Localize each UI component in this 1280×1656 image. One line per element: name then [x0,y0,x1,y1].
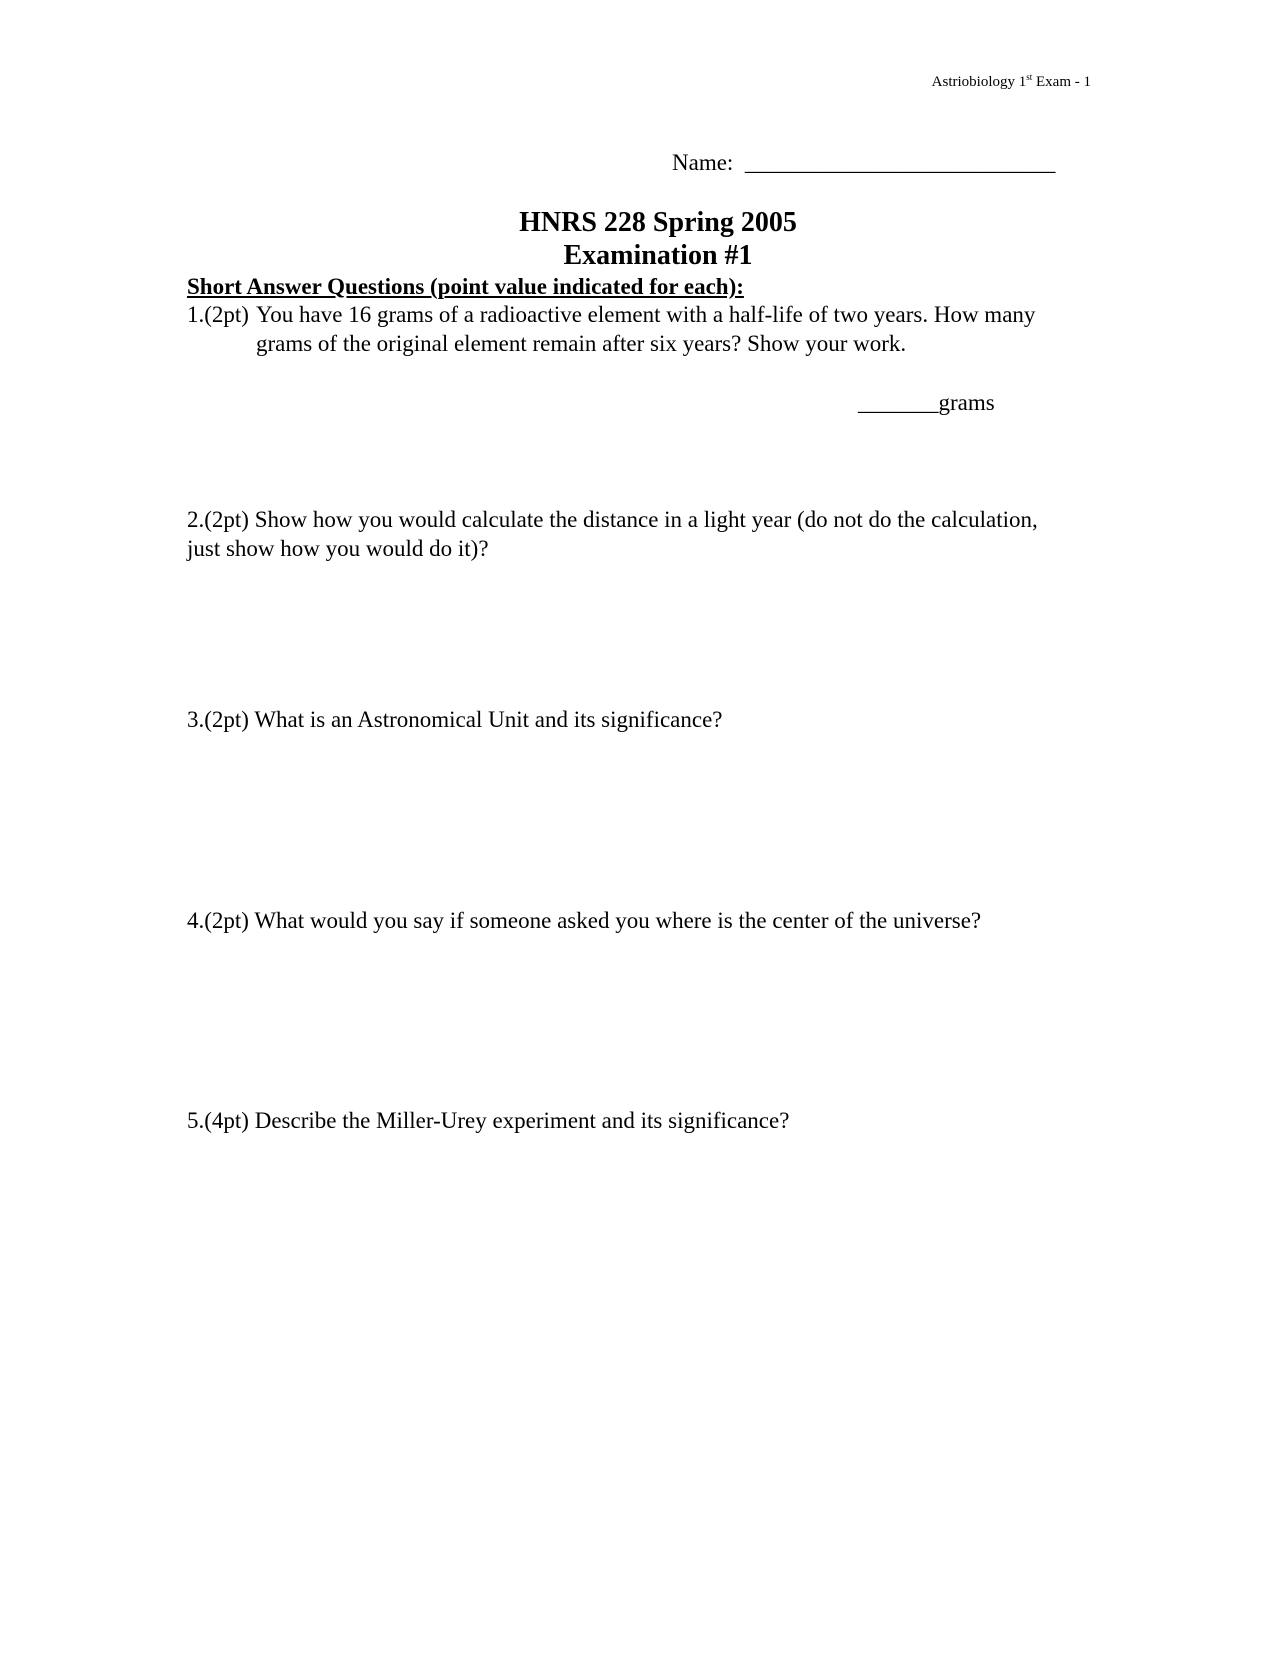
page-title [0,206,1280,272]
question-text: Describe the Miller-Urey experiment and its significance? [254,1108,790,1133]
name-label: Name: [672,150,734,175]
question-3 [187,705,1067,734]
name-field [672,150,1055,176]
question-text: You have 16 grams of a radioactive element with a half-life of two years. How many grams of the original element remain after six years? Show your work. [255,302,1036,356]
exam-title: Examination #1 [563,240,753,271]
question-text: What would you say if someone asked you where is the center of the universe? [254,908,982,933]
question-5 [187,1106,1067,1135]
question-1 [187,300,1067,358]
question-4 [187,906,1067,935]
question-number: 5.(4pt) [187,1108,249,1133]
running-head-prefix: Astriobiology 1 [931,74,1027,90]
running-head [932,74,1091,91]
running-head-superscript: st [1026,72,1033,82]
answer-blank-grams: _______grams [858,390,995,415]
section-heading: Short Answer Questions (point value indicated for each): [187,274,744,299]
question-number: 1.(2pt) [187,302,249,327]
question-number: 3.(2pt) [187,707,249,732]
question-number: 2.(2pt) [187,507,249,532]
name-blank: ___________________________ [744,150,1056,175]
running-head-suffix: Exam - 1 [1032,74,1091,90]
question-text: What is an Astronomical Unit and its significance? [254,707,723,732]
question-number: 4.(2pt) [187,908,249,933]
question-2 [187,505,1067,563]
question-text: Show how you would calculate the distance in a light year (do not do the calculation, just show how you would do it)? [187,507,1038,561]
course-title: HNRS 228 Spring 2005 [519,207,797,238]
